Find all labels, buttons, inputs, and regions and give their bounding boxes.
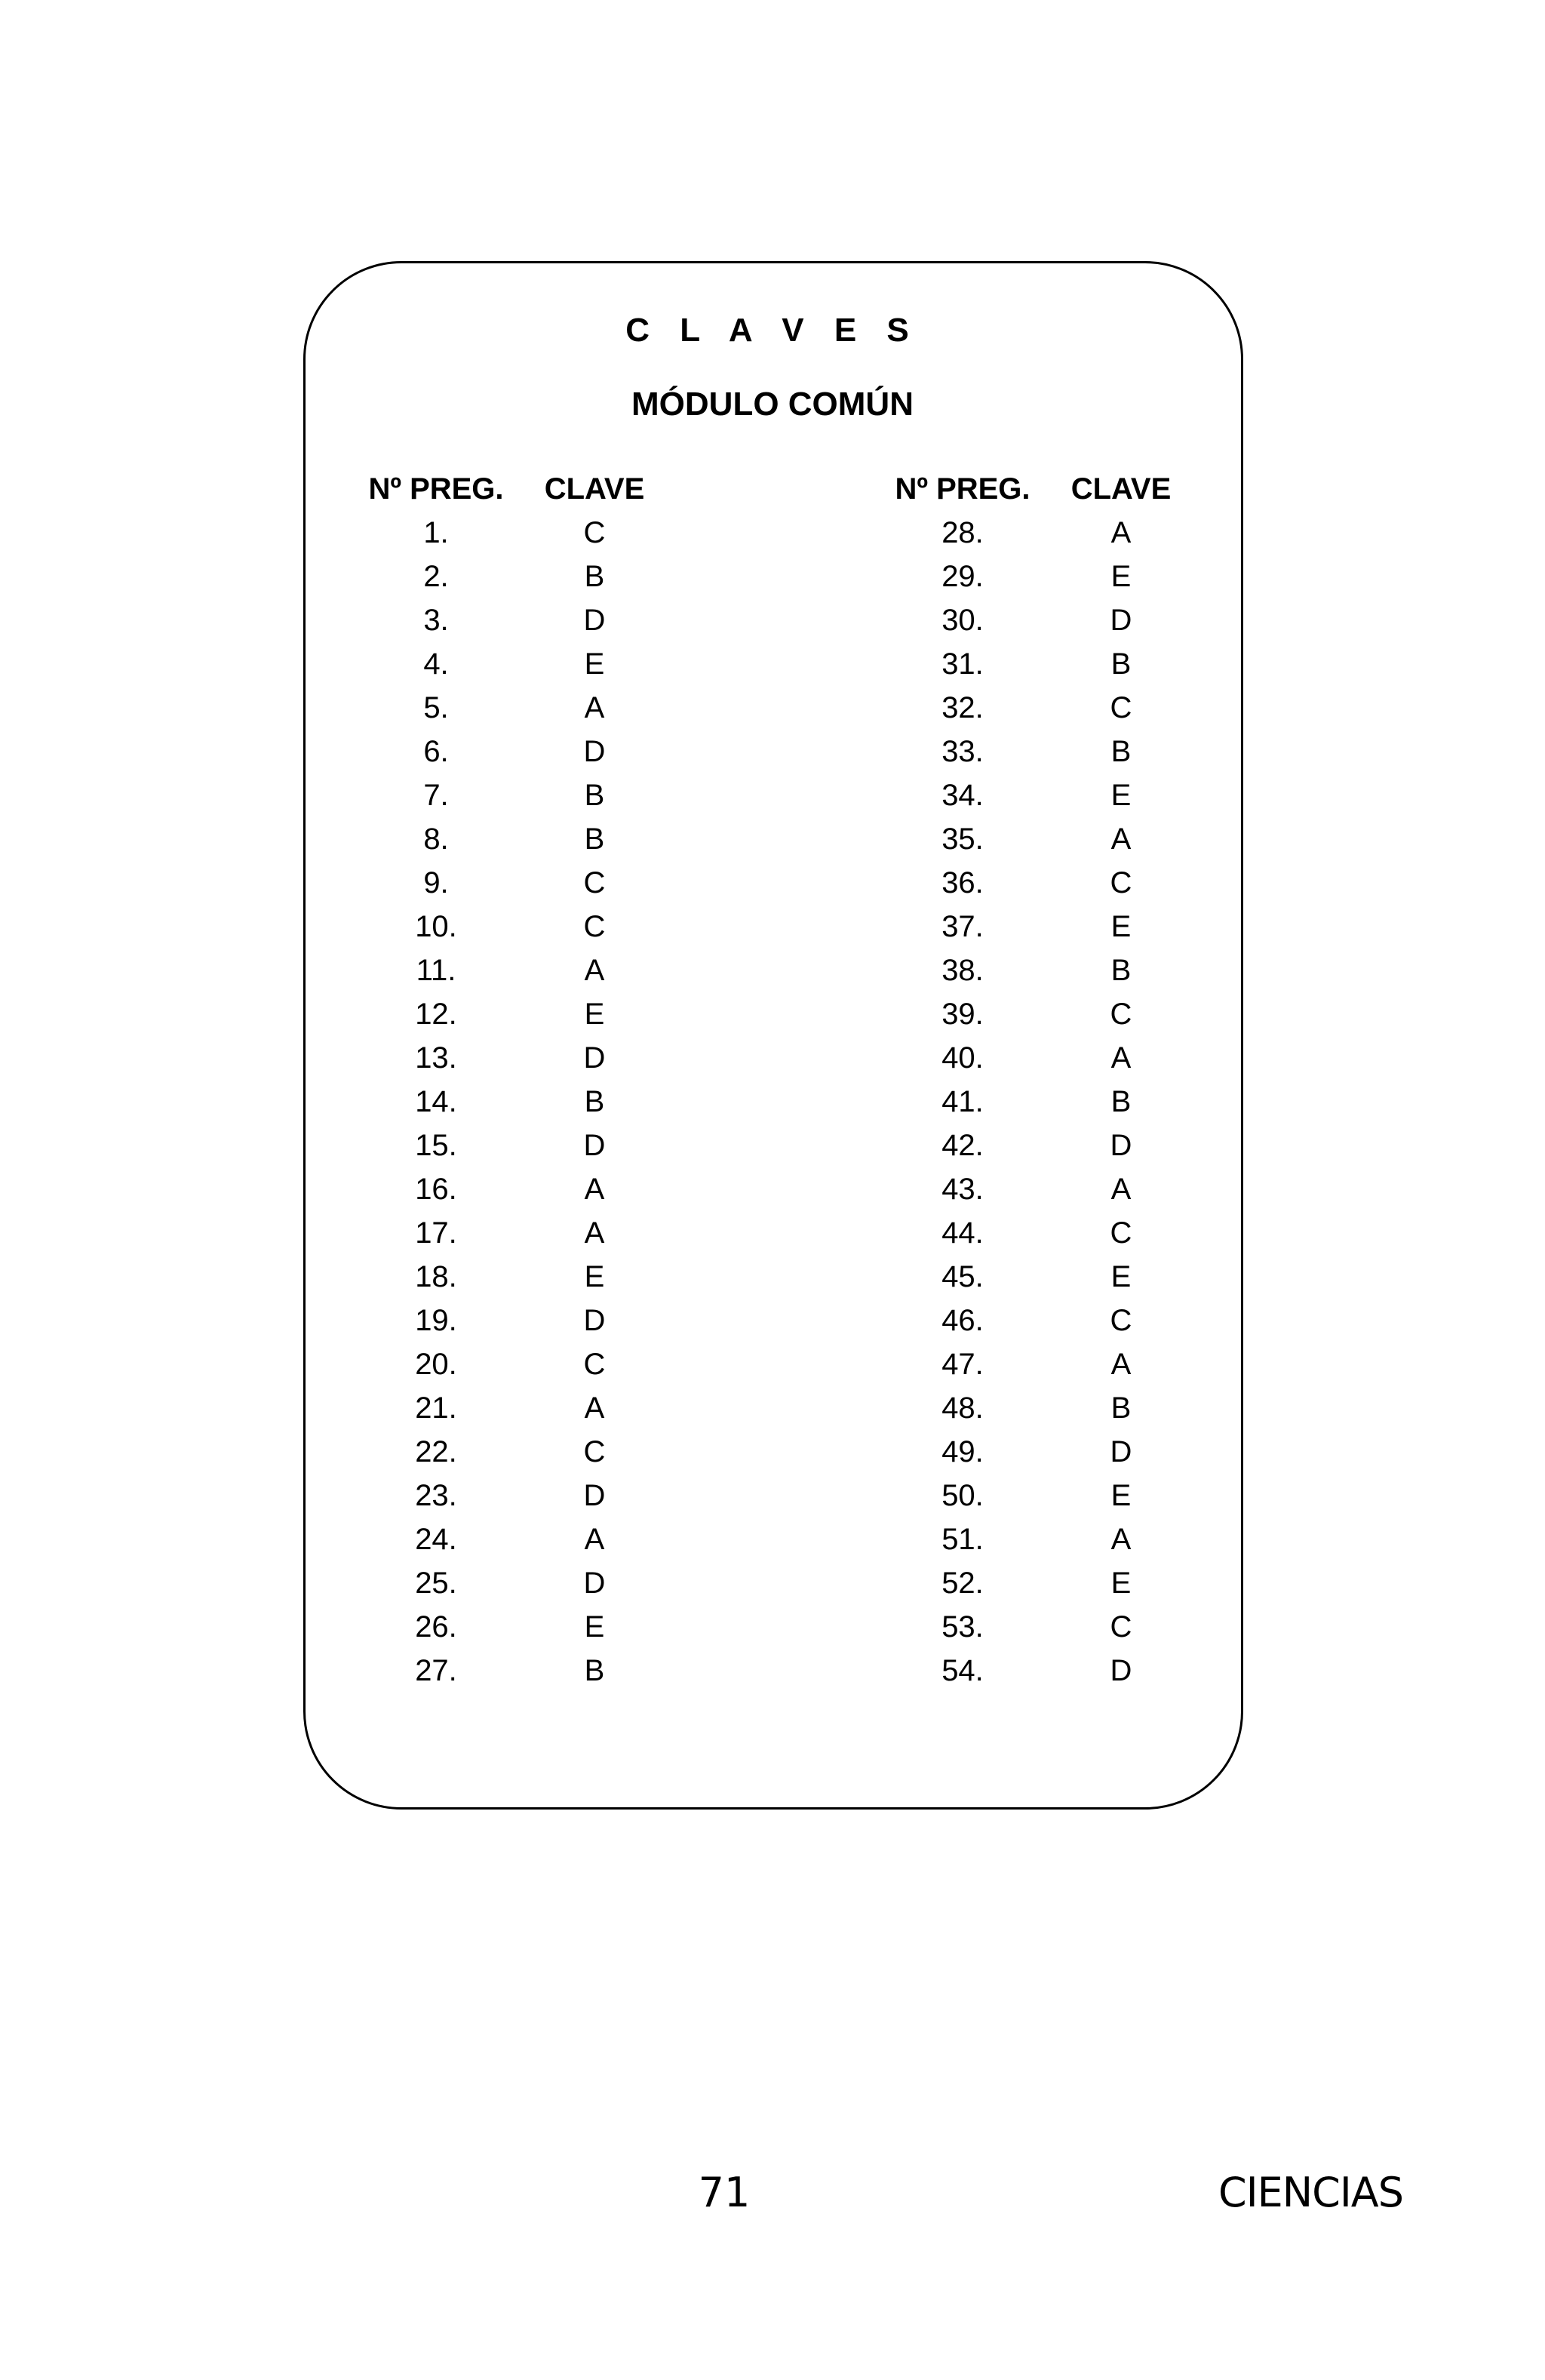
answer-key: C	[1110, 1216, 1132, 1250]
answer-key: B	[584, 779, 605, 812]
answer-key: C	[1110, 1610, 1132, 1644]
answer-key: C	[1110, 1304, 1132, 1337]
answer-key: A	[584, 954, 605, 987]
answer-key: A	[584, 691, 605, 724]
answer-key: A	[584, 1173, 605, 1206]
answer-key: C	[583, 516, 606, 549]
question-number: 53.	[941, 1610, 984, 1644]
question-number: 46.	[941, 1304, 984, 1337]
question-number: 39.	[941, 998, 984, 1031]
answer-key: D	[583, 1041, 606, 1075]
answer-key: D	[1110, 1654, 1132, 1687]
answer-key: B	[584, 1654, 605, 1687]
left-question-header: Nº PREG.	[368, 472, 504, 506]
answer-key: D	[583, 735, 606, 768]
question-number: 25.	[415, 1567, 457, 1600]
question-number: 21.	[415, 1391, 457, 1425]
answer-key: E	[1110, 1260, 1132, 1293]
answer-key: D	[583, 1304, 606, 1337]
question-number: 23.	[415, 1479, 457, 1512]
answer-key: E	[584, 1610, 605, 1644]
question-number: 22.	[415, 1435, 457, 1468]
answer-key: A	[584, 1391, 605, 1425]
answer-key: E	[1110, 910, 1132, 943]
question-number: 29.	[941, 560, 984, 593]
question-number: 54.	[941, 1654, 984, 1687]
answer-key: C	[583, 866, 606, 899]
answer-key: A	[1110, 516, 1132, 549]
answer-key: E	[584, 647, 605, 681]
answer-key: D	[1110, 604, 1132, 637]
question-number: 18.	[415, 1260, 457, 1293]
question-number: 41.	[941, 1085, 984, 1118]
question-number: 28.	[941, 516, 984, 549]
answer-key: E	[584, 1260, 605, 1293]
card-title: C L A V E S	[625, 312, 920, 349]
question-number: 12.	[415, 998, 457, 1031]
answer-key: B	[1110, 1085, 1132, 1118]
question-number: 30.	[941, 604, 984, 637]
question-number: 14.	[415, 1085, 457, 1118]
answer-key: C	[1110, 866, 1132, 899]
question-number: 10.	[415, 910, 457, 943]
answer-key: B	[584, 823, 605, 856]
question-number: 26.	[415, 1610, 457, 1644]
answer-key: D	[583, 1567, 606, 1600]
answer-key: C	[1110, 691, 1132, 724]
answer-key: A	[1110, 1523, 1132, 1556]
question-number: 15.	[415, 1129, 457, 1162]
question-number: 20.	[415, 1348, 457, 1381]
question-number: 44.	[941, 1216, 984, 1250]
question-number: 1.	[423, 516, 449, 549]
answer-key: B	[1110, 1391, 1132, 1425]
page-number: 71	[698, 2169, 751, 2216]
question-number: 45.	[941, 1260, 984, 1293]
card-subtitle: MÓDULO COMÚN	[631, 386, 914, 423]
question-number: 7.	[423, 779, 449, 812]
answer-key: D	[583, 604, 606, 637]
question-number: 3.	[423, 604, 449, 637]
question-number: 6.	[423, 735, 449, 768]
question-number: 19.	[415, 1304, 457, 1337]
question-number: 8.	[423, 823, 449, 856]
answer-key: C	[583, 1348, 606, 1381]
answer-key: D	[1110, 1129, 1132, 1162]
answer-key: A	[1110, 1348, 1132, 1381]
answer-key: B	[1110, 647, 1132, 681]
section-name: CIENCIAS	[1218, 2169, 1403, 2216]
question-number: 42.	[941, 1129, 984, 1162]
answer-key: C	[583, 910, 606, 943]
answer-key: B	[1110, 954, 1132, 987]
answer-key: D	[583, 1129, 606, 1162]
answer-key: A	[584, 1216, 605, 1250]
answer-key: E	[584, 998, 605, 1031]
answer-key: D	[583, 1479, 606, 1512]
question-number: 11.	[416, 954, 456, 987]
question-number: 2.	[423, 560, 449, 593]
question-number: 52.	[941, 1567, 984, 1600]
answer-key: E	[1110, 1479, 1132, 1512]
answer-key: C	[1110, 998, 1132, 1031]
question-number: 38.	[941, 954, 984, 987]
question-number: 40.	[941, 1041, 984, 1075]
question-number: 43.	[941, 1173, 984, 1206]
left-key-header: CLAVE	[544, 472, 645, 506]
answer-key: E	[1110, 779, 1132, 812]
question-number: 35.	[941, 823, 984, 856]
question-number: 49.	[941, 1435, 984, 1468]
answer-key: A	[1110, 823, 1132, 856]
answer-key: B	[1110, 735, 1132, 768]
answer-key: E	[1110, 560, 1132, 593]
question-number: 34.	[941, 779, 984, 812]
question-number: 24.	[415, 1523, 457, 1556]
question-number: 33.	[941, 735, 984, 768]
question-number: 37.	[941, 910, 984, 943]
right-question-header: Nº PREG.	[895, 472, 1031, 506]
question-number: 36.	[941, 866, 984, 899]
question-number: 31.	[941, 647, 984, 681]
question-number: 13.	[415, 1041, 457, 1075]
answer-key: D	[1110, 1435, 1132, 1468]
answer-key: C	[583, 1435, 606, 1468]
question-number: 32.	[941, 691, 984, 724]
question-number: 51.	[941, 1523, 984, 1556]
answer-key: A	[1110, 1041, 1132, 1075]
answer-key: A	[584, 1523, 605, 1556]
question-number: 16.	[415, 1173, 457, 1206]
question-number: 5.	[423, 691, 449, 724]
answer-key: B	[584, 1085, 605, 1118]
question-number: 50.	[941, 1479, 984, 1512]
question-number: 9.	[423, 866, 449, 899]
question-number: 48.	[941, 1391, 984, 1425]
right-key-header: CLAVE	[1070, 472, 1172, 506]
question-number: 27.	[415, 1654, 457, 1687]
answer-key: A	[1110, 1173, 1132, 1206]
question-number: 47.	[941, 1348, 984, 1381]
answer-key: B	[584, 560, 605, 593]
question-number: 17.	[415, 1216, 457, 1250]
question-number: 4.	[423, 647, 449, 681]
answer-key: E	[1110, 1567, 1132, 1600]
